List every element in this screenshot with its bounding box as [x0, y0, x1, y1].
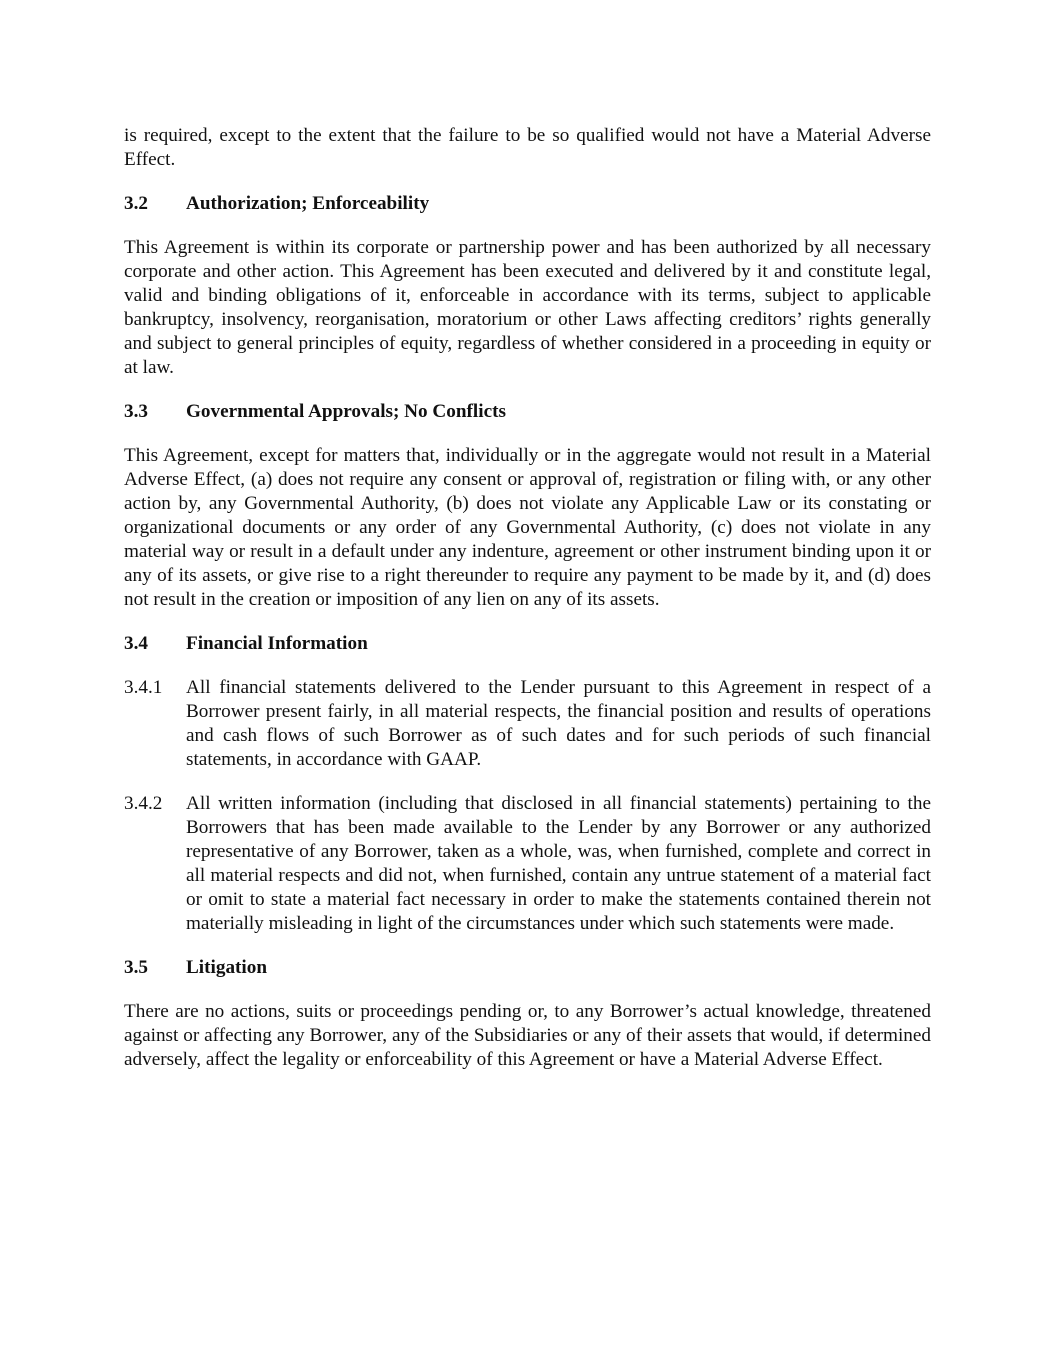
section-3-5-heading [124, 956, 931, 980]
subsection-text: All financial statements delivered to the Lender pursuant to this Agreement in respect of a Borrower present fairly, in all material respects, the financial position and results of operations and cash flows of such Borrower as of such dates and for such periods of such financial statements, in accordance with GAAP. [186, 677, 931, 770]
section-title: Authorization; Enforceability [186, 193, 430, 214]
section-number: 3.2 [124, 193, 148, 214]
subsection-text: All written information (including that disclosed in all financial statements) pertaining to the Borrowers that has been made available to the Lender by any Borrower or any authorized representative of any Borrower, taken as a whole, was, when furnished, complete and correct in all material respects and did not, when furnished, contain any untrue statement of a material fact or omit to state a material fact necessary in order to make the statements contained therein not materially misleading in light of the circumstances under which such statements were made. [186, 793, 931, 934]
section-3-4-heading [124, 632, 931, 656]
section-3-3-heading [124, 400, 931, 424]
section-title: Governmental Approvals; No Conflicts [186, 401, 506, 422]
subsection-number: 3.4.2 [124, 793, 163, 814]
section-number: 3.4 [124, 633, 148, 654]
section-number: 3.3 [124, 401, 148, 422]
subsection-number: 3.4.1 [124, 677, 163, 698]
subsection-3-4-1 [124, 676, 931, 772]
section-3-5-body: There are no actions, suits or proceedings pending or, to any Borrower’s actual knowledge, threatened against or affecting any Borrower, any of the Subsidiaries or any of their assets that would, if determined adversely, affect the legality or enforceability of this Agreement or have a Material Adverse Effect. [124, 1001, 931, 1070]
section-title: Litigation [186, 957, 268, 978]
section-number: 3.5 [124, 957, 148, 978]
section-3-3-body: This Agreement, except for matters that, individually or in the aggregate would not result in a Material Adverse Effect, (a) does not require any consent or approval of, registration or filing with, or any other action by, any Governmental Authority, (b) does not violate any Applicable Law or its constating or organizational documents or any order of any Governmental Authority, (c) does not violate in any material way or result in a default under any indenture, agreement or other instrument binding upon it or any of its assets, or give rise to a right thereunder to require any payment to be made by it, and (d) does not result in the creation or imposition of any lien on any of its assets. [124, 445, 931, 610]
subsection-3-4-2 [124, 792, 931, 936]
intro-paragraph: is required, except to the extent that the failure to be so qualified would not have a Material Adverse Effect. [124, 125, 931, 170]
section-3-2-body: This Agreement is within its corporate or partnership power and has been authorized by all necessary corporate and other action. This Agreement has been executed and delivered by it and constitute legal, valid and binding obligations of it, enforceable in accordance with its terms, subject to applicable bankruptcy, insolvency, reorganisation, moratorium or other Laws affecting creditors’ rights generally and subject to general principles of equity, regardless of whether considered in a proceeding in equity or at law. [124, 237, 931, 378]
section-title: Financial Information [186, 633, 368, 654]
document-page [124, 124, 931, 1092]
section-3-2-heading [124, 192, 931, 216]
